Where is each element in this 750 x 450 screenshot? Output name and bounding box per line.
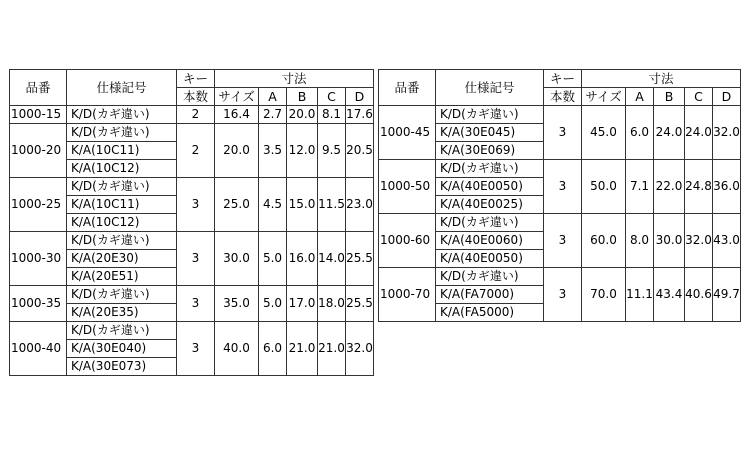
- dim-size-cell: 30.0: [215, 232, 259, 286]
- header-d: D: [346, 88, 374, 106]
- key-count-cell: 3: [177, 286, 215, 322]
- dim-size-cell: 25.0: [215, 178, 259, 232]
- part-number-cell: 1000-15: [10, 106, 67, 124]
- part-number-cell: 1000-30: [10, 232, 67, 286]
- dim-b-cell: 24.0: [654, 106, 685, 160]
- dim-b-cell: 15.0: [287, 178, 318, 232]
- dim-b-cell: 17.0: [287, 286, 318, 322]
- dim-c-cell: 40.6: [685, 268, 713, 322]
- table-row: [10, 178, 374, 196]
- dim-d-cell: 25.5: [346, 286, 374, 322]
- table-row: [10, 232, 374, 250]
- dim-d-cell: 32.0: [346, 322, 374, 376]
- dim-b-cell: 30.0: [654, 214, 685, 268]
- part-number-cell: 1000-70: [379, 268, 436, 322]
- dim-a-cell: 6.0: [259, 322, 287, 376]
- header-size: サイズ: [582, 88, 626, 106]
- dim-c-cell: 24.8: [685, 160, 713, 214]
- dim-d-cell: 20.5: [346, 124, 374, 178]
- key-count-cell: 3: [544, 160, 582, 214]
- table-row: [10, 286, 374, 304]
- dim-b-cell: 12.0: [287, 124, 318, 178]
- header-size: サイズ: [215, 88, 259, 106]
- spec-code-cell: K/A(40E0050): [436, 250, 544, 268]
- spec-code-cell: K/A(30E045): [436, 124, 544, 142]
- key-count-cell: 3: [544, 106, 582, 160]
- dim-size-cell: 70.0: [582, 268, 626, 322]
- dim-size-cell: 40.0: [215, 322, 259, 376]
- dim-d-cell: 32.0: [713, 106, 741, 160]
- spec-code-cell: K/A(10C12): [67, 214, 177, 232]
- dim-a-cell: 4.5: [259, 178, 287, 232]
- spec-code-cell: K/A(30E073): [67, 358, 177, 376]
- part-number-cell: 1000-50: [379, 160, 436, 214]
- dim-c-cell: 14.0: [318, 232, 346, 286]
- dim-size-cell: 60.0: [582, 214, 626, 268]
- table-row: [10, 124, 374, 142]
- spec-code-cell: K/A(FA5000): [436, 304, 544, 322]
- table-row: [10, 106, 374, 124]
- spec-code-cell: K/D(カギ違い): [436, 268, 544, 286]
- dim-c-cell: 8.1: [318, 106, 346, 124]
- spec-code-cell: K/A(10C11): [67, 142, 177, 160]
- header-b: B: [287, 88, 318, 106]
- spec-code-cell: K/D(カギ違い): [67, 232, 177, 250]
- dim-c-cell: 32.0: [685, 214, 713, 268]
- dim-c-cell: 9.5: [318, 124, 346, 178]
- header-key-count-top: キー: [177, 70, 215, 88]
- header-row: [379, 70, 741, 88]
- header-key-count-bottom: 本数: [177, 88, 215, 106]
- part-number-cell: 1000-20: [10, 124, 67, 178]
- key-count-cell: 2: [177, 124, 215, 178]
- header-d: D: [713, 88, 741, 106]
- spec-code-cell: K/D(カギ違い): [67, 322, 177, 340]
- table-row: [379, 106, 741, 124]
- header-spec: 仕様記号: [67, 70, 177, 106]
- spec-table-left: [9, 69, 374, 376]
- dim-b-cell: 16.0: [287, 232, 318, 286]
- part-number-cell: 1000-45: [379, 106, 436, 160]
- table-row: [379, 160, 741, 178]
- header-b: B: [654, 88, 685, 106]
- key-count-cell: 3: [177, 232, 215, 286]
- spec-code-cell: K/A(FA7000): [436, 286, 544, 304]
- dim-b-cell: 21.0: [287, 322, 318, 376]
- table-row: [379, 268, 741, 286]
- key-count-cell: 3: [177, 178, 215, 232]
- dim-size-cell: 45.0: [582, 106, 626, 160]
- part-number-cell: 1000-25: [10, 178, 67, 232]
- header-key-count-top: キー: [544, 70, 582, 88]
- spec-code-cell: K/D(カギ違い): [436, 106, 544, 124]
- key-count-cell: 3: [544, 268, 582, 322]
- dim-size-cell: 35.0: [215, 286, 259, 322]
- spec-code-cell: K/A(10C12): [67, 160, 177, 178]
- dim-size-cell: 20.0: [215, 124, 259, 178]
- dim-a-cell: 2.7: [259, 106, 287, 124]
- dim-a-cell: 11.1: [626, 268, 654, 322]
- spec-code-cell: K/D(カギ違い): [67, 106, 177, 124]
- dim-d-cell: 36.0: [713, 160, 741, 214]
- spec-table-right: [378, 69, 741, 322]
- spec-code-cell: K/D(カギ違い): [436, 214, 544, 232]
- part-number-cell: 1000-35: [10, 286, 67, 322]
- dim-c-cell: 18.0: [318, 286, 346, 322]
- header-dimensions: 寸法: [215, 70, 374, 88]
- dim-d-cell: 17.6: [346, 106, 374, 124]
- spec-code-cell: K/A(20E51): [67, 268, 177, 286]
- dim-a-cell: 7.1: [626, 160, 654, 214]
- dim-a-cell: 6.0: [626, 106, 654, 160]
- dim-d-cell: 43.0: [713, 214, 741, 268]
- dim-a-cell: 3.5: [259, 124, 287, 178]
- dim-d-cell: 49.7: [713, 268, 741, 322]
- table-row: [379, 214, 741, 232]
- part-number-cell: 1000-40: [10, 322, 67, 376]
- spec-code-cell: K/A(10C11): [67, 196, 177, 214]
- header-dimensions: 寸法: [582, 70, 741, 88]
- header-c: C: [318, 88, 346, 106]
- header-a: A: [259, 88, 287, 106]
- header-key-count-bottom: 本数: [544, 88, 582, 106]
- dim-a-cell: 5.0: [259, 286, 287, 322]
- dim-size-cell: 50.0: [582, 160, 626, 214]
- header-row: [10, 70, 374, 88]
- key-count-cell: 2: [177, 106, 215, 124]
- dim-a-cell: 5.0: [259, 232, 287, 286]
- spec-code-cell: K/A(40E0060): [436, 232, 544, 250]
- spec-code-cell: K/D(カギ違い): [436, 160, 544, 178]
- spec-code-cell: K/A(30E040): [67, 340, 177, 358]
- spec-code-cell: K/D(カギ違い): [67, 286, 177, 304]
- dim-c-cell: 21.0: [318, 322, 346, 376]
- spec-code-cell: K/A(30E069): [436, 142, 544, 160]
- spec-code-cell: K/A(20E35): [67, 304, 177, 322]
- key-count-cell: 3: [544, 214, 582, 268]
- dim-b-cell: 20.0: [287, 106, 318, 124]
- part-number-cell: 1000-60: [379, 214, 436, 268]
- header-c: C: [685, 88, 713, 106]
- header-part-no: 品番: [379, 70, 436, 106]
- dim-size-cell: 16.4: [215, 106, 259, 124]
- spec-code-cell: K/D(カギ違い): [67, 124, 177, 142]
- header-a: A: [626, 88, 654, 106]
- header-spec: 仕様記号: [436, 70, 544, 106]
- dim-d-cell: 23.0: [346, 178, 374, 232]
- dim-b-cell: 43.4: [654, 268, 685, 322]
- table-row: [10, 322, 374, 340]
- dim-d-cell: 25.5: [346, 232, 374, 286]
- dim-c-cell: 24.0: [685, 106, 713, 160]
- key-count-cell: 3: [177, 322, 215, 376]
- header-part-no: 品番: [10, 70, 67, 106]
- spec-code-cell: K/A(40E0050): [436, 178, 544, 196]
- dim-c-cell: 11.5: [318, 178, 346, 232]
- dim-b-cell: 22.0: [654, 160, 685, 214]
- spec-code-cell: K/A(40E0025): [436, 196, 544, 214]
- spec-code-cell: K/A(20E30): [67, 250, 177, 268]
- spec-code-cell: K/D(カギ違い): [67, 178, 177, 196]
- dim-a-cell: 8.0: [626, 214, 654, 268]
